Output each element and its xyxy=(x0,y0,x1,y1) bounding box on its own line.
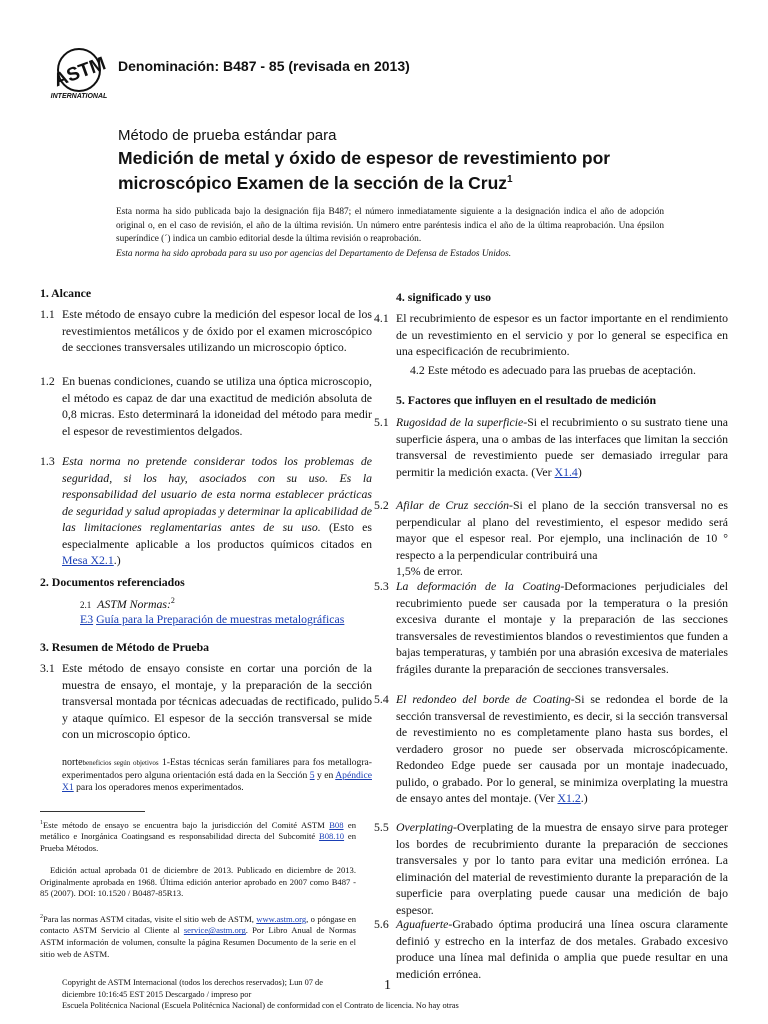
para-5-3-text: -Deformaciones perjudiciales del recubrimiento puede ser causada por la temperatura o la presión excesiva durante el montaje y la preparación de las secciones transversales de revestimientos blandos o revestimientos que funden a bajas temperaturas, y también por una abrasión excesiva de materiales frágiles durante la preparación de secciones transversales. xyxy=(396,579,728,676)
title-line-1: Medición de metal y óxido de espesor de revestimiento por xyxy=(118,148,611,168)
title-line-2-text: microscópico Examen de la sección de la Cruz xyxy=(118,172,508,193)
para-5-2-italic: Afilar de Cruz sección xyxy=(396,498,510,512)
section-5-heading: 5. Factores que influyen en el resultado de medición xyxy=(396,393,657,407)
svg-text:ASTM: ASTM xyxy=(50,53,109,92)
para-1-1-text: Este método de ensayo cubre la medición del espesor local de los revestimientos metálicos y de óxido por el examen microscópico de secciones transversales utilizando un microscopio óptico. xyxy=(62,307,372,354)
footnote-edition: Edición actual aprobada 01 de diciembre de 2013. Publicado en diciembre de 2013. Originalmente aprobada en 1968. Última edición anterior aprobado en 2007 como B487 - 85 (2007). DOI: 10.1520 / B0487-85R13. xyxy=(40,865,356,899)
copyright-footer xyxy=(62,977,742,1012)
para-3-1 xyxy=(40,660,372,743)
document-title xyxy=(118,147,618,194)
note-1 xyxy=(62,757,372,795)
x1-4-link[interactable]: X1.4 xyxy=(554,464,578,479)
para-5-5 xyxy=(374,819,728,918)
x1-2-link[interactable]: X1.2 xyxy=(557,791,581,805)
intro-paragraph: Esta norma ha sido publicada bajo la designación fija B487; el número inmediatamente siguiente a la designación indica el año de adopción original o, en el caso de revisión, el año de la última revisión. Un número entre paréntesis indica el año de la última reaprobación. Una épsilon superíndice (´) indica un cambio editorial desde la última revisión o reaprobación. xyxy=(116,207,664,245)
para-1-3-italic: Esta norma no pretende considerar todos los problemas de seguridad, si los hay, asociados con su uso. Es la responsabilidad del usuario de esta norma establecer prácticas de seguridad y salud apropiadas y determinar la aplicabilidad de las limitaciones reglamentarias antes de su uso. xyxy=(62,454,372,534)
para-5-5-italic: Overplating xyxy=(396,820,454,834)
para-5-1-number: 5.1 xyxy=(374,415,389,429)
b08-link[interactable]: B08 xyxy=(329,819,344,830)
para-5-3-number: 5.3 xyxy=(374,579,389,593)
title-line-2 xyxy=(118,169,618,194)
footnote-2-text-c: . Por Libro Anual de Normas ASTM información de volumen, consulte la página Resumen Documento de la serie en el sitio web de ASTM. xyxy=(40,925,356,959)
footnote-1-text-b: en metálico e Inorgánica Coatingsand es responsabilidad directa del Subcomité xyxy=(40,819,356,842)
note-end: para los operadores menos experimentados. xyxy=(73,782,244,794)
footnote-divider xyxy=(40,811,145,812)
para-5-1 xyxy=(374,414,728,480)
footnote-2: $^2$Para las normas ASTM citadas, visite el sitio web de ASTM, www.astm.org, o póngase en contacto ASTM Servicio al Cliente al service@astm.org. Por Libro Anual de Normas ASTM información de volumen, consulte la página Resumen Documento de la serie en el sitio web de ASTM. xyxy=(40,913,356,959)
table-x2-1-link[interactable]: Mesa X2.1 xyxy=(62,553,114,567)
note-label: norte xyxy=(62,757,83,768)
para-5-4-end: .) xyxy=(580,791,588,805)
title-footnote-mark: 1 xyxy=(507,174,513,185)
designation: Denominación: B487 - 85 (revisada en 2013) xyxy=(118,58,410,74)
footnote-1-text: Este método de ensayo se encuentra bajo la jurisdicción del Comité ASTM xyxy=(43,819,330,830)
footer-line-2: diciembre 10:16:45 EST 2015 Descargado / impreso por xyxy=(62,989,252,999)
footnote-2-text-b: , o póngase en contacto ASTM Servicio al Cliente al xyxy=(40,913,356,936)
footnote-1-text-c: en Prueba Métodos. xyxy=(40,831,356,854)
para-1-3-number: 1.3 xyxy=(40,454,55,468)
para-1-3 xyxy=(40,453,372,569)
astm-website-link[interactable]: www.astm.org xyxy=(256,913,307,924)
para-1-2-number: 1.2 xyxy=(40,374,55,388)
b08-10-link[interactable]: B08.10 xyxy=(318,831,345,842)
para-5-2-number: 5.2 xyxy=(374,498,389,512)
para-4-1-text: El recubrimiento de espesor es un factor importante en el rendimiento de un revestimiento en el servicio y por lo general se especifica en una especificación de recubrimiento. xyxy=(396,311,728,358)
para-1-1 xyxy=(40,306,372,356)
para-5-6 xyxy=(374,916,728,982)
para-1-2 xyxy=(40,373,372,439)
para-5-1-text: -Si el recubrimiento o su sustrato tiene una superficie áspera, una o ambas de las interfaces que limitan la sección transversal de revestimiento puede ser demasiado irregular para permitir la medición exacta. (Ver xyxy=(396,415,728,479)
para-5-4 xyxy=(374,691,728,807)
para-3-1-number: 3.1 xyxy=(40,661,55,675)
footer-line-3: Escuela Politécnica Nacional (Escuela Politécnica Nacional) de conformidad con el Contrato de licencia. No hay otras xyxy=(62,1001,459,1011)
section-1-heading: 1. Alcance xyxy=(40,286,92,300)
e3-title-link[interactable]: Guía para la Preparación de muestras metalográficas xyxy=(96,612,345,626)
para-2-1-number: 2.1 xyxy=(80,599,92,610)
para-5-2 xyxy=(374,497,728,580)
para-5-2-text: -Si el plano de la sección transversal no es perpendicular al plano del revestimiento, el espesor medido será mayor que el espesor real. Por ejemplo, una inclinación de 10 ° respecto a la perpendicular contribuirá una xyxy=(396,498,728,562)
para-4-1-number: 4.1 xyxy=(374,311,389,325)
para-5-3-italic: La deformación de la Coating xyxy=(396,579,561,593)
reference-e3 xyxy=(80,611,344,628)
astm-logo xyxy=(48,46,110,104)
note-small: beneficios según objetivos xyxy=(82,759,159,767)
note-text: 1-Estas técnicas serán familiares para fos metallogra- experimentados pero alguna orientación está dada en la Sección xyxy=(62,757,372,781)
para-5-6-italic: Aguafuerte xyxy=(396,917,449,931)
para-5-6-text: -Grabado óptima producirá una línea oscura claramente definió y estrecho en la interfaz de dos metales. Grabado excesivo produce una línea mal definida o amplia que puede resultar en una medición errónea. xyxy=(396,917,728,981)
para-2-1-sup: 2 xyxy=(170,596,175,605)
para-5-1-end: ) xyxy=(577,464,582,479)
para-4-1 xyxy=(374,310,728,360)
e3-link[interactable]: E3 xyxy=(80,612,94,626)
intro-approval: Esta norma ha sido aprobada para su uso por agencias del Departamento de Defensa de Estados Unidos. xyxy=(116,249,512,259)
page-number: 1 xyxy=(384,978,391,993)
para-5-4-number: 5.4 xyxy=(374,692,389,706)
para-5-1-italic: Rugosidad de la superficie xyxy=(396,415,524,429)
para-5-3 xyxy=(374,578,728,677)
para-5-4-text: -Si se redondea el borde de la sección transversal de revestimiento, es decir, si la sección transversal de revestimiento no es completamente plano hasta sus bordes, el verdadero grosor no puede ser observada microscópicamente. Redondeo Edge puede ser causada por un montaje inadecuado, pulido, o grabado. Por lo general, se minimiza overplating la muestra de ensayo antes del montaje. (Ver xyxy=(396,692,728,805)
section-4-heading: 4. significado y uso xyxy=(396,290,492,304)
logo-caption: INTERNATIONAL xyxy=(50,93,108,100)
para-5-2-text-b: 1,5% de error. xyxy=(396,564,463,578)
para-3-1-text: Este método de ensayo consiste en cortar una porción de la muestra de ensayo, el montaje, y la preparación de la sección transversal montada por técnicas adecuadas de rectificado, pulido y ataque químico. El espesor de la sección transversal se mide con un microscopio óptico. xyxy=(62,661,372,741)
para-1-1-number: 1.1 xyxy=(40,307,55,321)
para-2-1-text: ASTM Normas: xyxy=(97,596,171,611)
footnote-1: $^1$Este método de ensayo se encuentra bajo la jurisdicción del Comité ASTM B08 en metálico e Inorgánica Coatingsand es responsabilidad directa del Subcomité B08.10 en Prueba Métodos. xyxy=(40,819,356,854)
para-1-3-text: (Esto es especialmente aplicable a los productos químicos citados en xyxy=(62,520,372,551)
footnote-2-text: Para las normas ASTM citadas, visite el sitio web de ASTM, xyxy=(43,913,257,924)
section-2-heading: 2. Documentos referenciados xyxy=(40,575,185,589)
para-1-2-text: En buenas condiciones, cuando se utiliza una óptica microscopio, el método es capaz de dar una exactitud de medición absoluta de 0,8 micras. Esto determinará la idoneidad del método para medir el espesor de revestimientos delgados. xyxy=(62,374,372,438)
para-5-5-number: 5.5 xyxy=(374,820,389,834)
para-4-2: 4.2 Este método es adecuado para las pruebas de aceptación. xyxy=(410,363,696,377)
title-subtitle: Método de prueba estándar para xyxy=(118,127,337,144)
astm-email-link[interactable]: service@astm.org xyxy=(183,925,246,936)
para-5-6-number: 5.6 xyxy=(374,917,389,931)
section-5-link[interactable]: 5 xyxy=(309,769,315,781)
para-5-5-text: -Overplating de la muestra de ensayo sirve para proteger los bordes de recubrimiento durante la preparación de secciones transversales y por lo tanto para evitar una medición errónea. La eliminación del material de revestimiento durante la preparación de la superficie para overplating puede causar una medición de bajo espesor. xyxy=(396,820,728,917)
para-5-4-italic: El redondeo del borde de Coating xyxy=(396,692,571,706)
appendix-x1-link[interactable]: Apéndice X1 xyxy=(62,769,372,794)
para-1-3-end: .) xyxy=(113,553,121,567)
section-3-heading: 3. Resumen de Método de Prueba xyxy=(40,640,210,654)
footer-line-1: Copyright de ASTM Internacional (todos los derechos reservados); Lun 07 de xyxy=(62,978,323,987)
note-mid: y en xyxy=(314,769,336,781)
